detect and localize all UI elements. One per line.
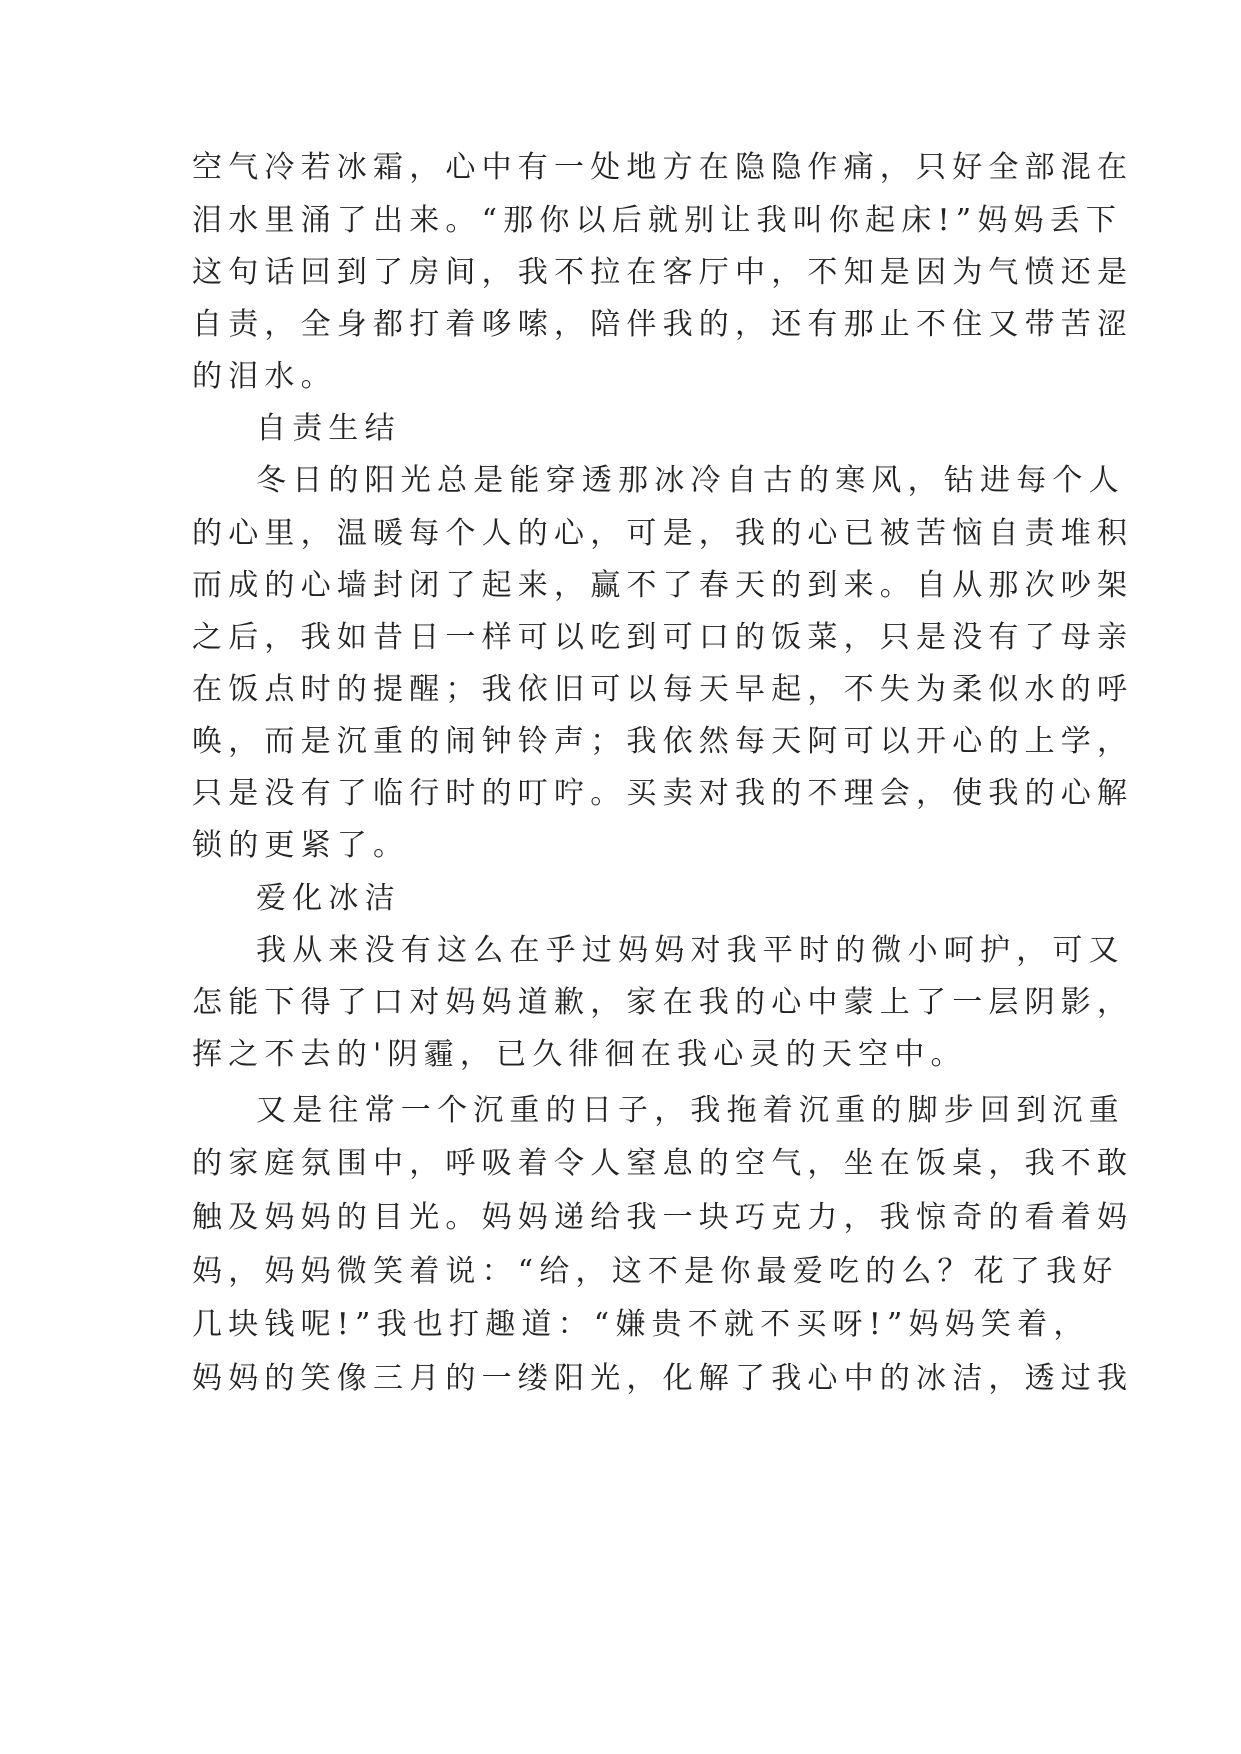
text-line: 挥之不去的'阴霾，已久徘徊在我心灵的天空中。 (192, 1037, 967, 1072)
text-line: 而成的心墙封闭了起来，赢不了春天的到来。自从那次吵架 (192, 568, 1134, 603)
text-line: 只是没有了临行时的叮咛。买卖对我的不理会，使我的心解 (192, 776, 1134, 811)
text-line: 妈，妈妈微笑着说：“给，这不是你最爱吃的么？花了我好 (192, 1254, 1119, 1289)
text-line: 的心里，温暖每个人的心，可是，我的心已被苦恼自责堆积 (192, 516, 1134, 551)
text-line: 之后，我如昔日一样可以吃到可口的饭菜，只是没有了母亲 (192, 620, 1134, 655)
text-line: 怎能下得了口对妈妈道歉，家在我的心中蒙上了一层阴影， (192, 985, 1134, 1020)
text-line: 冬日的阳光总是能穿透那冰冷自古的寒风，钻进每个人 (256, 463, 1125, 498)
text-line: 泪水里涌了出来。“那你以后就别让我叫你起床!”妈妈丢下 (192, 203, 1123, 238)
section-heading: 爱化冰洁 (256, 881, 401, 916)
text-line: 又是往常一个沉重的日子，我拖着沉重的脚步回到沉重 (256, 1093, 1125, 1128)
text-line: 这句话回到了房间，我不拉在客厅中，不知是因为气愤还是 (192, 255, 1134, 290)
text-line: 在饭点时的提醒；我依旧可以每天早起，不失为柔似水的呼 (192, 672, 1134, 707)
text-line: 的泪水。 (192, 359, 337, 394)
section-heading: 自责生结 (256, 411, 401, 446)
text-line: 锁的更紧了。 (192, 828, 410, 863)
text-line: 的家庭氛围中，呼吸着令人窒息的空气，坐在饭桌，我不敢 (192, 1146, 1134, 1181)
text-line: 空气冷若冰霜，心中有一处地方在隐隐作痛，只好全部混在 (192, 150, 1134, 185)
text-line: 几块钱呢!”我也打趣道：“嫌贵不就不买呀!”妈妈笑着， (192, 1307, 1090, 1342)
text-line: 唤，而是沉重的闹钟铃声；我依然每天阿可以开心的上学， (192, 724, 1134, 759)
text-line: 妈妈的笑像三月的一缕阳光，化解了我心中的冰洁，透过我 (192, 1361, 1134, 1396)
text-line: 触及妈妈的目光。妈妈递给我一块巧克力，我惊奇的看着妈 (192, 1200, 1134, 1235)
text-line: 自责，全身都打着哆嗦，陪伴我的，还有那止不住又带苦涩 (192, 307, 1134, 342)
text-line: 我从来没有这么在乎过妈妈对我平时的微小呵护，可又 (256, 933, 1125, 968)
